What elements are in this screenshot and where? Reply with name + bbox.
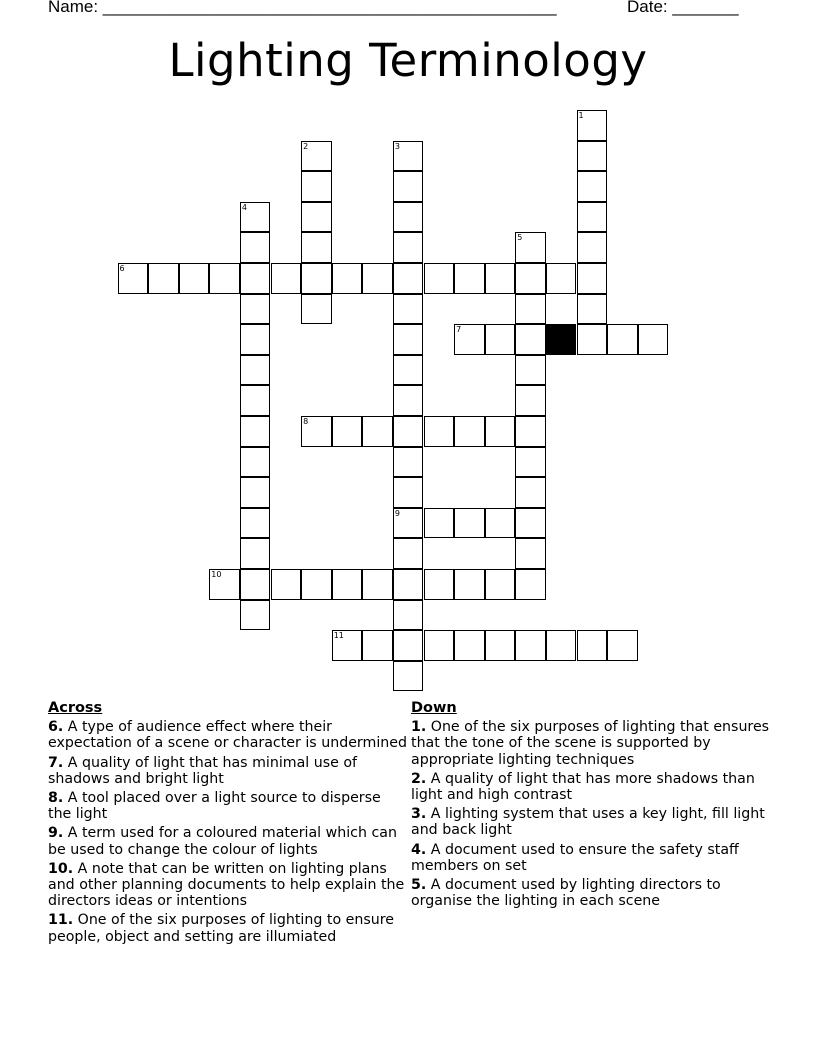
clue-number-label: 9. (48, 825, 64, 842)
clue-number: 3 (394, 141, 400, 151)
clue-number-label: 5. (411, 877, 427, 894)
grid-cell[interactable] (393, 171, 424, 202)
grid-cell[interactable] (240, 232, 271, 263)
grid-cell[interactable] (515, 263, 546, 294)
grid-cell[interactable] (393, 294, 424, 325)
grid-cell[interactable] (393, 416, 424, 447)
clue-text: A document used to ensure the safety staff members on set (411, 841, 739, 874)
grid-cell[interactable] (393, 324, 424, 355)
clue-text: A quality of light that has minimal use of shadows and bright light (48, 754, 358, 787)
date-line[interactable]: _______ (672, 0, 739, 16)
clue-number-label: 4. (411, 841, 427, 858)
down-clue (411, 877, 771, 909)
grid-cell[interactable] (301, 569, 332, 600)
across-clue (48, 912, 408, 944)
grid-cell[interactable] (577, 294, 608, 325)
grid-cell[interactable] (393, 538, 424, 569)
grid-cell[interactable] (515, 508, 546, 539)
grid-cell[interactable] (485, 630, 516, 661)
grid-cell[interactable] (240, 263, 271, 294)
across-heading: Across (48, 700, 103, 716)
clue-number: 7 (456, 325, 462, 335)
grid-cell[interactable] (393, 202, 424, 233)
grid-cell[interactable] (515, 447, 546, 478)
clue-text: A term used for a coloured material which can be used to change the colour of lights (48, 825, 397, 858)
clue-number: 1 (578, 111, 584, 120)
grid-cell[interactable] (362, 630, 393, 661)
clue-number-label: 8. (48, 790, 64, 807)
grid-cell[interactable] (393, 508, 424, 539)
grid-cell[interactable] (301, 232, 332, 263)
grid-cell[interactable] (454, 416, 485, 447)
grid-cell[interactable] (546, 630, 577, 661)
grid-cell[interactable] (577, 110, 608, 141)
grid-cell[interactable] (607, 324, 638, 355)
clue-number: 2 (303, 141, 309, 151)
grid-cell[interactable] (332, 416, 363, 447)
grid-cell[interactable] (301, 171, 332, 202)
clue-number: 4 (241, 202, 247, 212)
grid-cell[interactable] (393, 355, 424, 386)
clue-text: A lighting system that uses a key light, fill light and back light (411, 806, 765, 839)
down-clue (411, 842, 771, 874)
clue-number: 9 (394, 508, 400, 518)
clue-text: A document used by lighting directors to organise the lighting in each scene (411, 877, 721, 910)
grid-cell[interactable] (577, 630, 608, 661)
clue-text: A type of audience effect where their expectation of a scene or character is undermined (48, 719, 407, 752)
grid-cell[interactable] (240, 385, 271, 416)
clue-number: 5 (517, 233, 523, 243)
down-clue-list (411, 719, 771, 909)
clue-text: One of the six purposes of lighting that ensures that the tone of the scene is supported by appropriate lighting techniques (411, 719, 770, 768)
grid-cell[interactable] (577, 263, 608, 294)
grid-cell[interactable] (393, 661, 424, 692)
grid-cell[interactable] (393, 385, 424, 416)
grid-cell[interactable] (362, 263, 393, 294)
grid-cell[interactable] (485, 569, 516, 600)
grid-cell[interactable] (515, 538, 546, 569)
across-clue (48, 719, 408, 751)
grid-cell[interactable] (240, 355, 271, 386)
grid-cell[interactable] (301, 416, 332, 447)
clue-number-label: 1. (411, 719, 427, 736)
grid-cell[interactable] (515, 232, 546, 263)
grid-cell[interactable] (485, 324, 516, 355)
clue-number: 8 (303, 417, 309, 426)
grid-cell[interactable] (362, 569, 393, 600)
grid-cell[interactable] (240, 477, 271, 508)
grid-cell[interactable] (118, 263, 149, 294)
grid-cell[interactable] (424, 569, 455, 600)
grid-cell[interactable] (454, 324, 485, 355)
grid-cell[interactable] (577, 141, 608, 172)
across-clue (48, 790, 408, 822)
grid-cell[interactable] (393, 263, 424, 294)
grid-cell[interactable] (454, 508, 485, 539)
clue-text: A tool placed over a light source to disperse the light (48, 790, 381, 823)
grid-cell[interactable] (332, 630, 363, 661)
grid-cell[interactable] (209, 569, 240, 600)
grid-cell[interactable] (515, 477, 546, 508)
clue-text: A note that can be written on lighting plans and other planning documents to help explain the directors ideas or intentions (48, 860, 405, 910)
down-heading: Down (411, 700, 457, 716)
page-title: Lighting Terminology (168, 34, 648, 87)
clue-number-label: 6. (48, 719, 64, 736)
down-clues (411, 700, 771, 912)
grid-cell[interactable] (577, 202, 608, 233)
grid-cell[interactable] (515, 569, 546, 600)
grid-cell[interactable] (301, 263, 332, 294)
grid-cell[interactable] (179, 263, 210, 294)
grid-cell[interactable] (301, 141, 332, 172)
down-clue (411, 771, 771, 803)
clue-number-label: 2. (411, 770, 427, 787)
grid-cell[interactable] (332, 569, 363, 600)
grid-cell[interactable] (240, 508, 271, 539)
grid-cell[interactable] (209, 263, 240, 294)
grid-cell[interactable] (607, 630, 638, 661)
grid-cell[interactable] (515, 416, 546, 447)
grid-cell[interactable] (393, 569, 424, 600)
grid-cell[interactable] (546, 263, 577, 294)
clue-number: 6 (119, 264, 125, 273)
down-clue (411, 806, 771, 838)
across-clue (48, 861, 408, 910)
date-label: Date: (627, 0, 673, 16)
grid-cell[interactable] (240, 416, 271, 447)
clue-text: One of the six purposes of lighting to ensure people, object and setting are illumiated (48, 912, 394, 945)
grid-cell[interactable] (424, 263, 455, 294)
clue-text: A quality of light that has more shadows than light and high contrast (411, 770, 755, 804)
grid-cell[interactable] (271, 569, 302, 600)
grid-cell[interactable] (515, 385, 546, 416)
across-clue-list (48, 719, 408, 945)
grid-cell[interactable] (240, 600, 271, 631)
grid-cell[interactable] (485, 416, 516, 447)
grid-cell[interactable] (362, 416, 393, 447)
grid-cell[interactable] (393, 232, 424, 263)
grid-cell[interactable] (393, 630, 424, 661)
grid-cell[interactable] (301, 202, 332, 233)
grid-cell[interactable] (485, 263, 516, 294)
name-line[interactable]: ________________________________________________ (102, 0, 557, 16)
grid-cell[interactable] (240, 538, 271, 569)
grid-cell[interactable] (577, 171, 608, 202)
grid-cell[interactable] (577, 232, 608, 263)
grid-cell[interactable] (454, 630, 485, 661)
grid-cell[interactable] (515, 324, 546, 355)
grid-cell[interactable] (424, 416, 455, 447)
grid-cell[interactable] (515, 630, 546, 661)
clue-number: 10 (211, 570, 222, 579)
grid-cell[interactable] (301, 294, 332, 325)
clue-number: 11 (333, 631, 344, 641)
clue-number-label: 3. (411, 806, 427, 823)
grid-cell[interactable] (577, 324, 608, 355)
clue-number-label: 10. (48, 860, 74, 877)
grid-cell[interactable] (638, 324, 669, 355)
grid-cell[interactable] (240, 294, 271, 325)
grid-cell[interactable] (515, 355, 546, 386)
grid-cell[interactable] (240, 324, 271, 355)
grid-cell[interactable] (240, 202, 271, 233)
grid-cell[interactable] (240, 447, 271, 478)
grid-cell[interactable] (485, 508, 516, 539)
grid-cell[interactable] (393, 447, 424, 478)
down-clue (411, 719, 771, 768)
clue-number-label: 7. (48, 754, 64, 771)
grid-cell[interactable] (148, 263, 179, 294)
grid-cell[interactable] (240, 569, 271, 600)
black-square (546, 324, 577, 355)
grid-cell[interactable] (332, 263, 363, 294)
grid-cell[interactable] (424, 508, 455, 539)
across-clue (48, 825, 408, 857)
grid-cell[interactable] (515, 294, 546, 325)
across-clues (48, 700, 408, 948)
clue-number-label: 11. (48, 912, 74, 929)
grid-cell[interactable] (393, 141, 424, 172)
grid-cell[interactable] (424, 630, 455, 661)
grid-cell[interactable] (454, 263, 485, 294)
across-clue (48, 755, 408, 787)
grid-cell[interactable] (393, 600, 424, 631)
name-label: Name: (48, 0, 103, 16)
grid-cell[interactable] (271, 263, 302, 294)
grid-cell[interactable] (454, 569, 485, 600)
grid-cell[interactable] (393, 477, 424, 508)
